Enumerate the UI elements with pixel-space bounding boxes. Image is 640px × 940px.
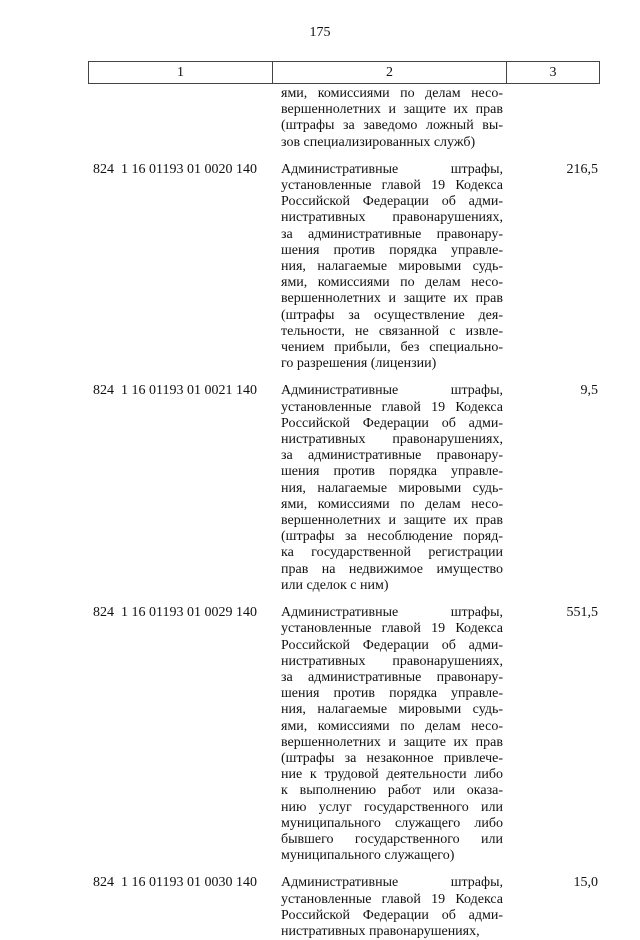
description-line: тельности, не связанной с извле-	[281, 323, 503, 339]
description-line: Административные штрафы,	[281, 875, 503, 891]
description-line: нистративных правонарушениях,	[281, 432, 503, 448]
description-line: ка государственной регистрации	[281, 545, 503, 561]
description-line: ния, налагаемые мировыми судь-	[281, 480, 503, 496]
description-line: ния, налагаемые мировыми судь-	[281, 702, 503, 718]
description-line: (штрафы за несоблюдение поряд-	[281, 529, 503, 545]
description-line: (штрафы за незаконное привлече-	[281, 750, 503, 766]
table-row	[0, 383, 640, 594]
row-description	[281, 605, 503, 864]
description-line: вершеннолетних и защите их прав	[281, 513, 503, 529]
description-line: к выполнению работ или оказа-	[281, 783, 503, 799]
row-code: 824 1 16 01193 01 0021 140	[93, 383, 257, 399]
description-line: ями, комиссиями по делам несо-	[281, 496, 503, 512]
description-line: установленные главой 19 Кодекса	[281, 891, 503, 907]
description-line: ями, комиссиями по делам несо-	[281, 275, 503, 291]
table-header	[88, 61, 600, 84]
description-line: шения против порядка управле-	[281, 242, 503, 258]
description-line: вершеннолетних и защите их прав	[281, 102, 503, 118]
description-line: за административные правонару-	[281, 226, 503, 242]
description-line: Административные штрафы,	[281, 161, 503, 177]
description-line: или сделок с ним)	[281, 577, 389, 593]
description-line: (штрафы за заведомо ложный вы-	[281, 118, 503, 134]
row-value: 15,0	[573, 875, 598, 891]
description-line: Российской Федерации об адми-	[281, 194, 503, 210]
row-code: 824 1 16 01193 01 0020 140	[93, 161, 257, 177]
table-row	[0, 162, 640, 373]
row-description	[281, 383, 503, 594]
row-description	[281, 875, 503, 940]
description-line: ния, налагаемые мировыми судь-	[281, 259, 503, 275]
row-description	[281, 162, 503, 373]
description-line: ние к трудовой деятельности либо	[281, 767, 503, 783]
description-line: нистративных правонарушениях,	[281, 653, 503, 669]
description-line: прав на недвижимое имущество	[281, 561, 503, 577]
description-line: Российской Федерации об адми-	[281, 415, 503, 431]
description-line: за административные правонару-	[281, 669, 503, 685]
description-line: муниципального служащего)	[281, 848, 455, 864]
row-value: 9,5	[580, 383, 598, 399]
description-line: Российской Федерации об адми-	[281, 637, 503, 653]
row-code: 824 1 16 01193 01 0029 140	[93, 605, 257, 621]
description-line: нистративных правонарушениях,	[281, 210, 503, 226]
row-code: 824 1 16 01193 01 0030 140	[93, 875, 257, 891]
description-line: зов специализированных служб)	[281, 134, 476, 150]
table-row	[0, 86, 640, 151]
description-line: вершеннолетних и защите их прав	[281, 291, 503, 307]
description-line: установленные главой 19 Кодекса	[281, 621, 503, 637]
description-line: го разрешения (лицензии)	[281, 356, 437, 372]
table-body	[0, 86, 640, 940]
row-description	[281, 86, 503, 151]
description-line: нистративных правонарушениях,	[281, 923, 480, 939]
description-line: Российской Федерации об адми-	[281, 907, 503, 923]
description-line: (штрафы за осуществление дея-	[281, 307, 503, 323]
description-line: ями, комиссиями по делам несо-	[281, 86, 503, 101]
description-line: установленные главой 19 Кодекса	[281, 399, 503, 415]
description-line: нию услуг государственного или	[281, 799, 503, 815]
description-line: муниципального служащего либо	[281, 815, 503, 831]
description-line: бывшего государственного или	[281, 831, 503, 847]
description-line: Административные штрафы,	[281, 383, 503, 399]
table-row	[0, 605, 640, 864]
description-line: Административные штрафы,	[281, 605, 503, 621]
description-line: установленные главой 19 Кодекса	[281, 178, 503, 194]
row-value: 216,5	[566, 161, 598, 177]
description-line: шения против порядка управле-	[281, 464, 503, 480]
description-line: шения против порядка управле-	[281, 686, 503, 702]
page-number: 175	[309, 25, 331, 40]
description-line: за административные правонару-	[281, 448, 503, 464]
description-line: ями, комиссиями по делам несо-	[281, 718, 503, 734]
header-col-3: 3	[549, 64, 557, 80]
row-value: 551,5	[566, 605, 598, 621]
table-row	[0, 875, 640, 940]
description-line: вершеннолетних и защите их прав	[281, 734, 503, 750]
header-col-2: 2	[273, 62, 507, 83]
header-col-1: 1	[89, 62, 273, 83]
description-line: чением прибыли, без специально-	[281, 340, 503, 356]
